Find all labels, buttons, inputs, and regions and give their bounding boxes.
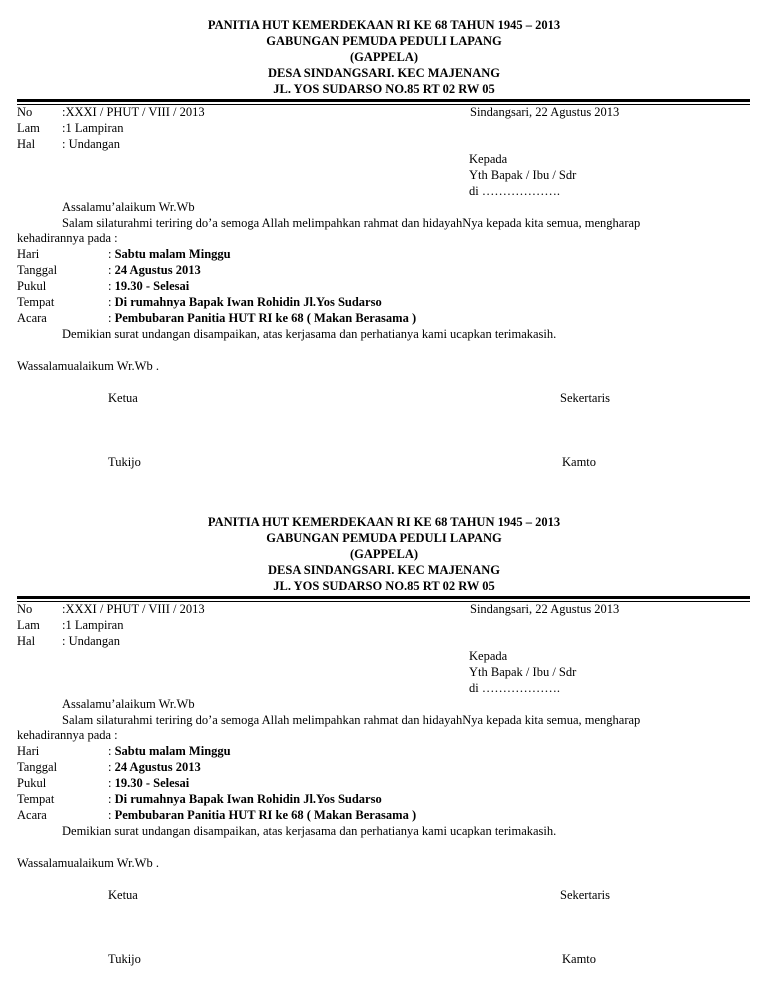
detail-label-tanggal: Tanggal <box>17 760 58 774</box>
recipient-kepada: Kepada <box>469 649 508 663</box>
detail-value-tempat: : Di rumahnya Bapak Iwan Rohidin Jl.Yos Sudarso <box>108 295 382 309</box>
meta-hal-value: : Undangan <box>62 137 120 151</box>
letterhead-rule-thick <box>17 596 750 599</box>
meta-lam-label: Lam <box>17 618 40 632</box>
recipient-location: di ………………. <box>469 681 560 695</box>
meta-no-label: No <box>17 105 33 119</box>
meta-no-value: :XXXI / PHUT / VIII / 2013 <box>62 105 205 119</box>
greeting: Assalamu’alaikum Wr.Wb <box>62 200 195 214</box>
signature-title-sekertaris: Sekertaris <box>560 888 610 902</box>
detail-label-pukul: Pukul <box>17 776 47 790</box>
intro-line-2: kehadirannya pada : <box>17 728 118 742</box>
letterhead-address: JL. YOS SUDARSO NO.85 RT 02 RW 05 <box>273 82 495 96</box>
detail-value-tempat: : Di rumahnya Bapak Iwan Rohidin Jl.Yos Sudarso <box>108 792 382 806</box>
signature-name-ketua: Tukijo <box>108 455 141 469</box>
meta-no-value: :XXXI / PHUT / VIII / 2013 <box>62 602 205 616</box>
greeting: Assalamu’alaikum Wr.Wb <box>62 697 195 711</box>
detail-value-acara: : Pembubaran Panitia HUT RI ke 68 ( Makan Berasama ) <box>108 311 417 325</box>
letterhead-rule-thick <box>17 99 750 102</box>
detail-value-pukul: : 19.30 - Selesai <box>108 776 190 790</box>
meta-no-label: No <box>17 602 33 616</box>
detail-value-pukul: : 19.30 - Selesai <box>108 279 190 293</box>
detail-label-tempat: Tempat <box>17 792 55 806</box>
meta-lam-value: :1 Lampiran <box>62 121 124 135</box>
closing-sentence: Demikian surat undangan disampaikan, atas kerjasama dan perhatianya kami ucapkan terimakasih. <box>62 824 557 838</box>
detail-value-tanggal: : 24 Agustus 2013 <box>108 263 201 277</box>
farewell: Wassalamualaikum Wr.Wb . <box>17 359 159 373</box>
recipient-salutation: Yth Bapak / Ibu / Sdr <box>469 168 577 182</box>
detail-value-acara: : Pembubaran Panitia HUT RI ke 68 ( Makan Berasama ) <box>108 808 417 822</box>
detail-label-pukul: Pukul <box>17 279 47 293</box>
letterhead-abbreviation: (GAPPELA) <box>349 547 419 561</box>
detail-label-acara: Acara <box>17 311 47 325</box>
detail-label-hari: Hari <box>17 247 40 261</box>
meta-hal-value: : Undangan <box>62 634 120 648</box>
meta-lam-label: Lam <box>17 121 40 135</box>
place-date: Sindangsari, 22 Agustus 2013 <box>470 105 620 119</box>
letterhead-village: DESA SINDANGSARI. KEC MAJENANG <box>268 563 500 577</box>
closing-sentence: Demikian surat undangan disampaikan, atas kerjasama dan perhatianya kami ucapkan terimakasih. <box>62 327 557 341</box>
meta-lam-value: :1 Lampiran <box>62 618 124 632</box>
detail-value-hari: : Sabtu malam Minggu <box>108 744 231 758</box>
detail-label-acara: Acara <box>17 808 47 822</box>
intro-line-1: Salam silaturahmi teriring do’a semoga Allah melimpahkan rahmat dan hidayahNya kepada kita semua, mengharap <box>62 713 641 727</box>
detail-label-tanggal: Tanggal <box>17 263 58 277</box>
signature-title-sekertaris: Sekertaris <box>560 391 610 405</box>
meta-hal-label: Hal <box>17 634 36 648</box>
detail-label-hari: Hari <box>17 744 40 758</box>
detail-label-tempat: Tempat <box>17 295 55 309</box>
farewell: Wassalamualaikum Wr.Wb . <box>17 856 159 870</box>
detail-value-tanggal: : 24 Agustus 2013 <box>108 760 201 774</box>
detail-value-hari: : Sabtu malam Minggu <box>108 247 231 261</box>
signature-name-ketua: Tukijo <box>108 952 141 966</box>
invitation-letter-bottom <box>0 497 768 994</box>
letterhead-village: DESA SINDANGSARI. KEC MAJENANG <box>268 66 500 80</box>
letterhead-committee: PANITIA HUT KEMERDEKAAN RI KE 68 TAHUN 1945 – 2013 <box>207 515 561 529</box>
signature-title-ketua: Ketua <box>108 888 138 902</box>
intro-line-1: Salam silaturahmi teriring do’a semoga Allah melimpahkan rahmat dan hidayahNya kepada kita semua, mengharap <box>62 216 641 230</box>
meta-hal-label: Hal <box>17 137 36 151</box>
recipient-kepada: Kepada <box>469 152 508 166</box>
letterhead-organization: GABUNGAN PEMUDA PEDULI LAPANG <box>266 34 502 48</box>
letterhead-organization: GABUNGAN PEMUDA PEDULI LAPANG <box>266 531 502 545</box>
recipient-salutation: Yth Bapak / Ibu / Sdr <box>469 665 577 679</box>
signature-name-sekertaris: Kamto <box>562 952 597 966</box>
letterhead-abbreviation: (GAPPELA) <box>349 50 419 64</box>
intro-line-2: kehadirannya pada : <box>17 231 118 245</box>
place-date: Sindangsari, 22 Agustus 2013 <box>470 602 620 616</box>
letterhead-committee: PANITIA HUT KEMERDEKAAN RI KE 68 TAHUN 1945 – 2013 <box>207 18 561 32</box>
signature-title-ketua: Ketua <box>108 391 138 405</box>
recipient-location: di ………………. <box>469 184 560 198</box>
signature-name-sekertaris: Kamto <box>562 455 597 469</box>
letterhead-address: JL. YOS SUDARSO NO.85 RT 02 RW 05 <box>273 579 495 593</box>
